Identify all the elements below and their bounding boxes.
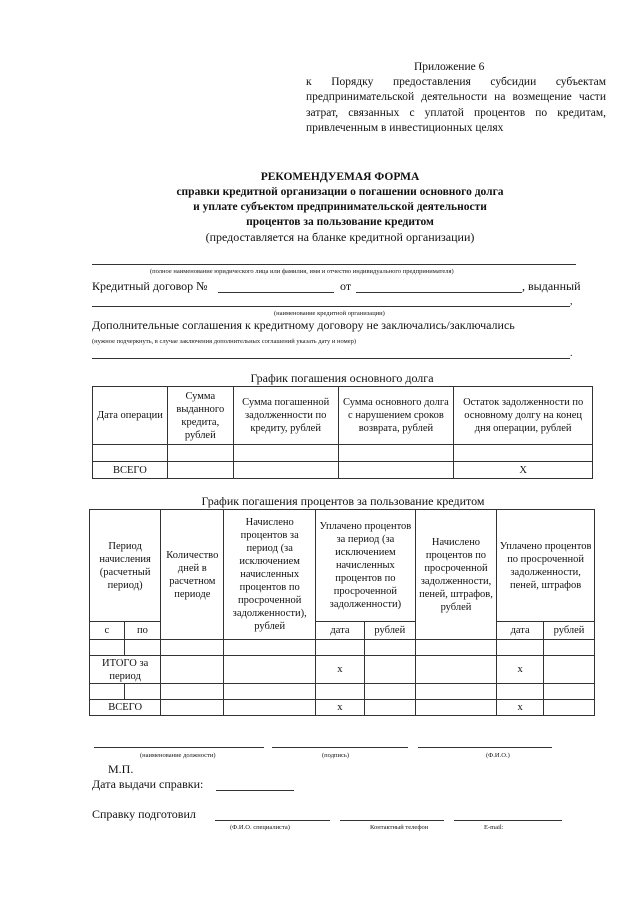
period-mark: . <box>570 348 573 359</box>
t2-header-paid-rubles: рублей <box>364 622 415 640</box>
principal-table <box>92 386 593 479</box>
specialist-field[interactable] <box>215 820 330 821</box>
t1-total-label: ВСЕГО <box>93 462 168 479</box>
t2-header-days: Количество дней в расчетном периоде <box>161 510 224 640</box>
t2-period-total-label: ИТОГО за период <box>90 656 161 684</box>
position-hint: (наименование должности) <box>140 752 216 759</box>
t2-header-from: с <box>90 622 125 640</box>
prepared-by-label: Справку подготовил <box>92 807 196 821</box>
form-title-note: (предоставляется на бланке кредитной организации) <box>205 230 475 244</box>
borrower-field[interactable] <box>92 264 576 265</box>
t1-header-overdue: Сумма основного долга с нарушением сроков возврата, рублей <box>338 387 454 445</box>
bank-name-field[interactable] <box>92 306 570 307</box>
t2-header-paid-overdue-date: дата <box>497 622 544 640</box>
signature-field[interactable] <box>272 747 408 748</box>
t1-header-repaid: Сумма погашенной задолженности по кредиту, рублей <box>233 387 338 445</box>
appendix-title: Приложение 6 <box>414 61 485 73</box>
additional-hint: (нужное подчеркнуть, в случае заключения дополнительных соглашений указать дату и номер) <box>92 338 357 345</box>
t2-header-paid-overdue-rubles: рублей <box>544 622 595 640</box>
t2-header-paid-overdue: Уплачено процентов по просроченной задолженности, пеней, штрафов <box>497 510 595 622</box>
table-row <box>93 445 593 462</box>
email-hint: E-mail: <box>484 824 504 831</box>
t1-header-balance: Остаток задолженности по основному долгу на конец дня операции, рублей <box>454 387 593 445</box>
form-title-line1: РЕКОМЕНДУЕМАЯ ФОРМА <box>260 171 420 183</box>
table-row-total <box>93 462 593 479</box>
form-title-line3: и уплате субъектом предпринимательской деятельности <box>193 201 487 213</box>
table-row-period-total <box>90 656 595 684</box>
t2-period-mark-1: x <box>316 656 365 684</box>
form-title-line4: процентов за пользование кредитом <box>246 216 434 228</box>
t2-header-to: по <box>124 622 161 640</box>
t2-period-mark-2: x <box>497 656 544 684</box>
credit-agreement-number-field[interactable] <box>218 292 334 293</box>
issued-label: , выданный <box>522 279 581 293</box>
table-row-grand-total <box>90 700 595 716</box>
stamp-label: М.П. <box>108 762 134 776</box>
phone-hint: Контактный телефон <box>370 824 429 831</box>
appendix-block <box>306 60 606 136</box>
form-title-line2: справки кредитной организации о погашении основного долга <box>176 186 504 198</box>
table1-caption: График погашения основного долга <box>250 371 434 385</box>
t2-total-mark-2: x <box>497 700 544 716</box>
specialist-hint: (Ф.И.О. специалиста) <box>230 824 290 831</box>
name-field[interactable] <box>418 747 552 748</box>
t2-header-paid: Уплачено процентов за период (за исключением начисленных процентов по просроченной задолженности) <box>316 510 416 622</box>
t1-header-issued: Сумма выданного кредита, рублей <box>167 387 233 445</box>
t1-header-date: Дата операции <box>93 387 168 445</box>
table2-caption: График погашения процентов за пользование кредитом <box>201 494 485 508</box>
t2-header-paid-date: дата <box>316 622 365 640</box>
email-field[interactable] <box>454 820 562 821</box>
signature-hint: (подпись) <box>322 752 349 759</box>
credit-agreement-label: Кредитный договор № <box>92 279 208 293</box>
comma-mark: , <box>570 296 573 307</box>
t2-header-accrued-overdue: Начислено процентов по просроченной задолженности, пеней, штрафов, рублей <box>415 510 496 640</box>
credit-agreement-date-field[interactable] <box>356 292 522 293</box>
name-hint: (Ф.И.О.) <box>486 752 510 759</box>
from-label: от <box>340 279 352 293</box>
t2-total-mark-1: x <box>316 700 365 716</box>
position-field[interactable] <box>94 747 264 748</box>
bank-hint: (наименование кредитной организации) <box>274 310 385 317</box>
issue-date-field[interactable] <box>216 790 294 791</box>
appendix-text: к Порядку предоставления субсидии субъектам предпринимательской деятельности на возмещение части затрат, связанных с уплатой процентов по кредитам, привлеченным в инвестиционных целях <box>306 76 606 134</box>
t2-grand-total-label: ВСЕГО <box>90 700 161 716</box>
t2-header-period: Период начисления (расчетный период) <box>90 510 161 622</box>
additional-agreements-label: Дополнительные соглашения к кредитному договору не заключались/заключались <box>92 318 515 332</box>
table-row <box>90 684 595 700</box>
interest-table <box>89 509 595 716</box>
issue-date-label: Дата выдачи справки: <box>92 777 204 791</box>
phone-field[interactable] <box>340 820 444 821</box>
t1-total-mark: X <box>454 462 593 479</box>
additional-agreements-field[interactable] <box>92 358 570 359</box>
borrower-hint: (полное наименование юридического лица или фамилия, имя и отчество индивидуального предпринимателя) <box>150 268 454 275</box>
table-row <box>90 640 595 656</box>
t2-header-accrued: Начислено процентов за период (за исключением начисленных процентов по просроченной задолженности), рублей <box>224 510 316 640</box>
